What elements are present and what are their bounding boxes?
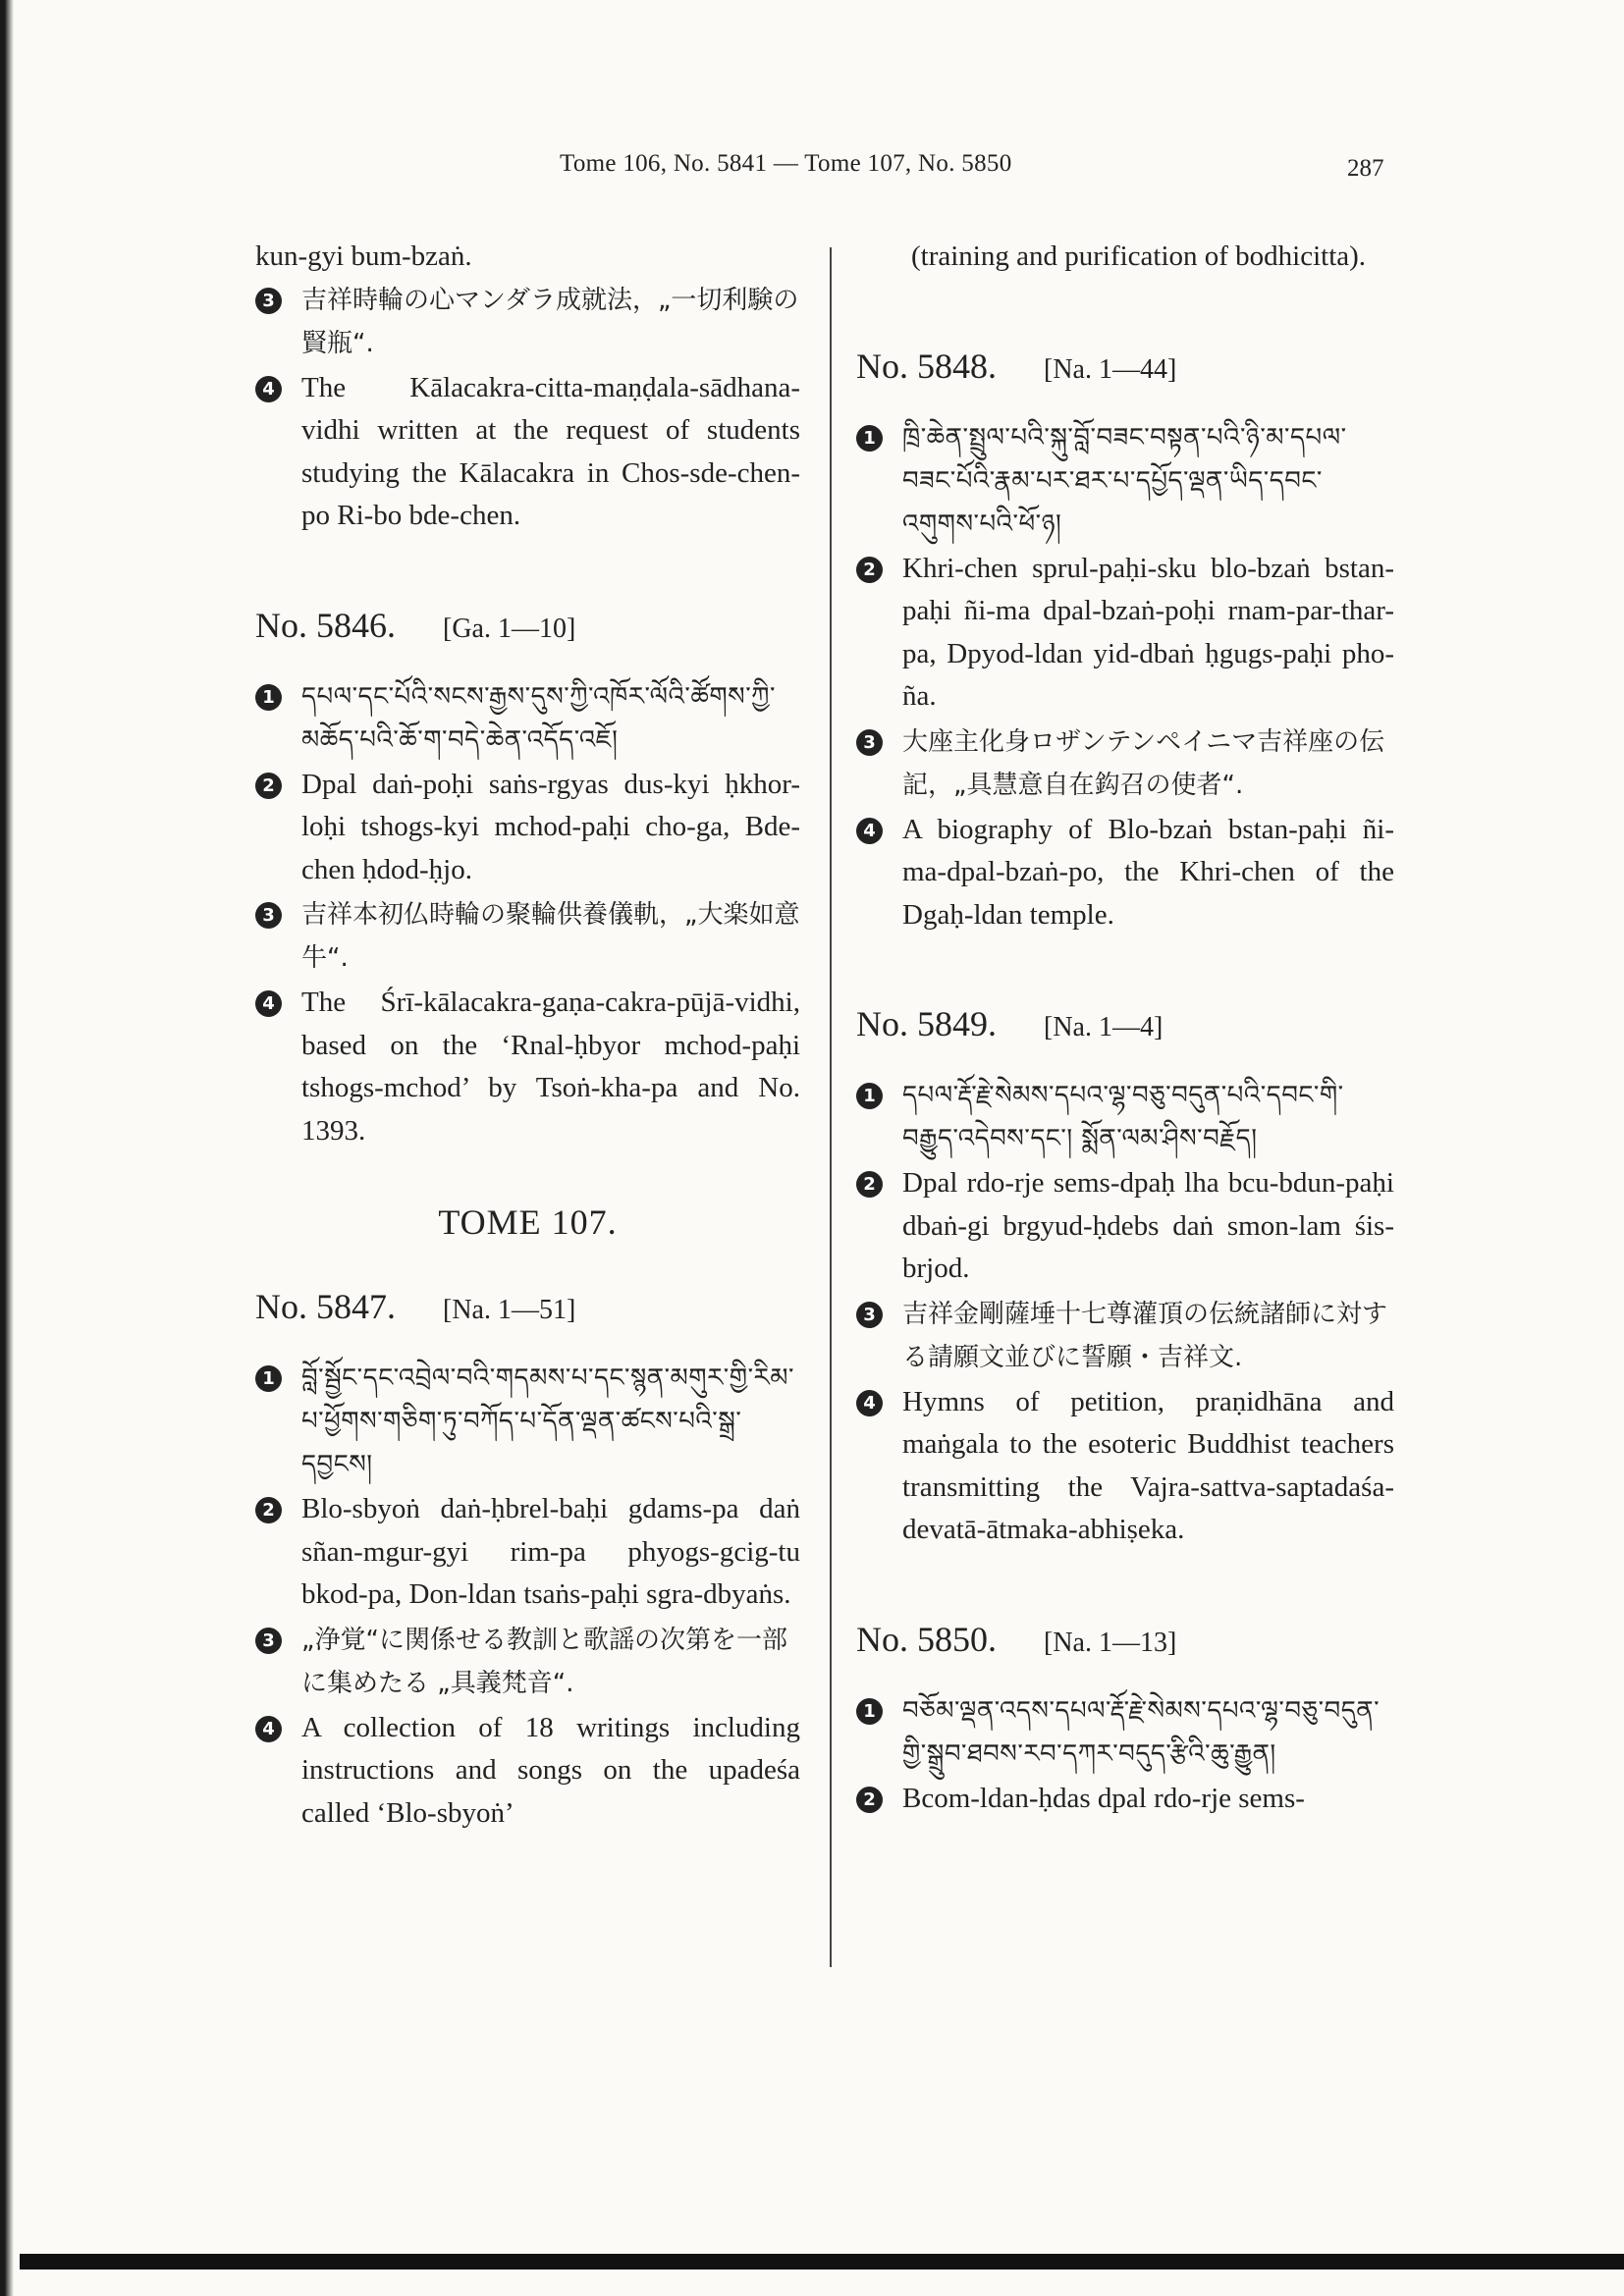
circled-number-icon: 2 — [856, 1787, 883, 1813]
item-text-japanese: 吉祥金剛薩埵十七尊灌頂の伝統諸師に対する請願文並びに誓願・吉祥文. — [902, 1299, 1388, 1372]
circled-number-icon: 2 — [255, 773, 282, 799]
circled-number-icon: 4 — [856, 1390, 883, 1416]
list-item — [255, 1707, 800, 1836]
circled-number-icon: 3 — [856, 1302, 883, 1328]
item-text-transliteration: Khri-chen sprul-paḥi-sku blo-bzaṅ bstan-paḥi ñi-ma dpal-bzaṅ-poḥi rnam-par-thar-pa, Dpyod-ldan yid-dbaṅ ḥgugs-paḥi pho-ña. — [902, 552, 1394, 712]
continued-line: (training and purification of bodhicitta). — [911, 240, 1367, 272]
list-item — [255, 279, 800, 365]
circled-number-icon: 3 — [255, 288, 282, 314]
entry-reference: [Ga. 1—10] — [443, 613, 576, 644]
list-item — [856, 721, 1394, 807]
circled-number-icon: 3 — [255, 902, 282, 929]
scan-bottom-edge — [20, 2254, 1624, 2269]
item-text-tibetan: དཔལ་དང་པོའི་སངས་རྒྱས་དུས་ཀྱི་འཁོར་ལོའི་ཚོགས་ཀྱི་མཆོད་པའི་ཆོ་ག་བདེ་ཆེན་འདོད་འཇོ། — [301, 681, 776, 755]
item-text-transliteration: Bcom-ldan-ḥdas dpal rdo-rje sems- — [902, 1782, 1305, 1814]
list-item — [856, 1778, 1394, 1821]
list-item — [856, 809, 1394, 937]
column-divider — [830, 247, 832, 1967]
circled-number-icon: 2 — [856, 557, 883, 583]
circled-number-icon: 4 — [255, 1716, 282, 1742]
item-text-english: The Śrī-kālacakra-gaṇa-cakra-pūjā-vidhi, based on the ‘Rnal-ḥbyor mchod-paḥi tshogs-mchod’ by Tsoṅ-kha-pa and No. 1393. — [301, 987, 800, 1147]
list-item — [255, 1488, 800, 1617]
circled-number-icon: 3 — [856, 729, 883, 756]
entry-number: No. 5850. — [856, 1619, 997, 1659]
tome-title: TOME 107. — [438, 1202, 618, 1242]
list-item — [856, 1074, 1394, 1160]
circled-number-icon: 1 — [856, 425, 883, 452]
item-text-english: A biography of Blo-bzaṅ bstan-paḥi ñi-ma-dpal-bzaṅ-po, the Khri-chen of the Dgaḥ-ldan temple. — [902, 813, 1394, 931]
left-column — [255, 236, 800, 1835]
entry-heading-5848 — [856, 346, 1394, 387]
entry-number: No. 5848. — [856, 346, 997, 386]
list-item — [255, 1357, 800, 1486]
list-item — [255, 1619, 800, 1705]
running-head: Tome 106, No. 5841 — Tome 107, No. 5850 — [560, 150, 1012, 177]
item-text-japanese: „浄覚“に関係せる教訓と歌謡の次第を一部に集めたる „具義梵音“. — [301, 1625, 787, 1698]
item-text-tibetan: བཅོམ་ལྡན་འདས་དཔལ་རྡོ་རྗེ་སེམས་དཔའ་ལྷ་བཅུ་བདུན་གྱི་སྒྲུབ་ཐབས་རབ་དཀར་བདུད་རྩིའི་ཆུ་རྒྱུན། — [902, 1695, 1380, 1769]
entry-heading-5850 — [856, 1619, 1394, 1660]
item-text-tibetan: དཔལ་རྡོ་རྗེ་སེམས་དཔའ་ལྷ་བཅུ་བདུན་པའི་དབང་གི་བརྒྱུད་འདེབས་དང་། སྨོན་ལམ་ཤིས་བརྗོད། — [902, 1081, 1344, 1153]
entry-reference: [Na. 1—13] — [1044, 1627, 1177, 1658]
circled-number-icon: 1 — [856, 1698, 883, 1725]
item-text-transliteration: Dpal daṅ-poḥi saṅs-rgyas dus-kyi ḥkhor-loḥi tshogs-kyi mchod-paḥi cho-ga, Bde-chen ḥdod-ḥjo. — [301, 768, 800, 885]
entry-heading-5846 — [255, 605, 800, 646]
list-item — [856, 1293, 1394, 1379]
circled-number-icon: 4 — [856, 818, 883, 844]
list-item — [255, 764, 800, 892]
item-text-english: The Kālacakra-citta-maṇḍala-sādhana-vidhi written at the request of students studying the Kālacakra in Chos-sde-chen-po Ri-bo bde-chen. — [301, 371, 800, 531]
item-text-english: A collection of 18 writings including instructions and songs on the upadeśa called ‘Blo-sbyoṅ’ — [301, 1711, 800, 1829]
item-text-japanese: 吉祥時輪の心マンダラ成就法，„一切利験の賢瓶“. — [301, 285, 799, 358]
item-text-tibetan: བློ་སྦྱོང་དང་འབྲེལ་བའི་གདམས་པ་དང་སྙན་མགུར་གྱི་རིམ་པ་ཕྱོགས་གཅིག་ཏུ་བཀོད་པ་དོན་ལྡན་ཚངས་པའི་སྒྲ་དབྱངས། — [301, 1363, 794, 1479]
continued-line: kun-gyi bum-bzaṅ. — [255, 240, 472, 272]
entry-number: No. 5849. — [856, 1004, 997, 1043]
item-text-english: Hymns of petition, praṇidhāna and maṅgala to the esoteric Buddhist teachers transmitting the Vajra-sattva-saptadaśa-devatā-ātmaka-abhiṣeka. — [902, 1385, 1394, 1545]
list-item — [255, 675, 800, 762]
circled-number-icon: 2 — [255, 1497, 282, 1523]
right-column — [856, 236, 1394, 1820]
entry-number: No. 5846. — [255, 605, 396, 645]
item-text-transliteration: Blo-sbyoṅ daṅ-ḥbrel-baḥi gdams-pa daṅ sñan-mgur-gyi rim-pa phyogs-gcig-tu bkod-pa, Don-ldan tsaṅs-paḥi sgra-dbyaṅs. — [301, 1493, 800, 1610]
page-number: 287 — [1347, 155, 1384, 182]
list-item — [255, 893, 800, 980]
circled-number-icon: 4 — [255, 376, 282, 402]
item-text-japanese: 大座主化身ロザンテンペイニマ吉祥座の伝記，„具慧意自在鈎召の使者“. — [902, 726, 1385, 800]
entry-reference: [Na. 1—4] — [1044, 1012, 1164, 1042]
circled-number-icon: 1 — [255, 1365, 282, 1392]
item-text-transliteration: Dpal rdo-rje sems-dpaḥ lha bcu-bdun-paḥi dbaṅ-gi brgyud-ḥdebs daṅ smon-lam śis-brjod. — [902, 1167, 1394, 1284]
circled-number-icon: 3 — [255, 1628, 282, 1654]
book-binding-edge — [0, 0, 14, 2296]
list-item — [255, 982, 800, 1152]
item-text-tibetan: ཁྲི་ཆེན་སྤྲུལ་པའི་སྐུ་བློ་བཟང་བསྟན་པའི་ཉི་མ་དཔལ་བཟང་པོའི་རྣམ་པར་ཐར་པ་དཔྱོད་ལྡན་ཡིད་དབང་འགུགས་པའི་ཕོ་ཉ། — [902, 422, 1347, 539]
circled-number-icon: 2 — [856, 1171, 883, 1198]
entry-heading-5847 — [255, 1286, 800, 1327]
list-item — [856, 1162, 1394, 1291]
entry-reference: [Na. 1—51] — [443, 1295, 576, 1325]
list-item — [856, 1381, 1394, 1552]
list-item — [856, 416, 1394, 546]
circled-number-icon: 1 — [856, 1083, 883, 1109]
item-text-japanese: 吉祥本初仏時輪の聚輪供養儀軌，„大楽如意牛“. — [301, 900, 800, 973]
list-item — [856, 548, 1394, 719]
entry-reference: [Na. 1—44] — [1044, 353, 1177, 385]
list-item — [856, 1689, 1394, 1776]
entry-number: No. 5847. — [255, 1287, 396, 1326]
entry-heading-5849 — [856, 1003, 1394, 1044]
circled-number-icon: 4 — [255, 990, 282, 1017]
circled-number-icon: 1 — [255, 684, 282, 711]
list-item — [255, 367, 800, 538]
